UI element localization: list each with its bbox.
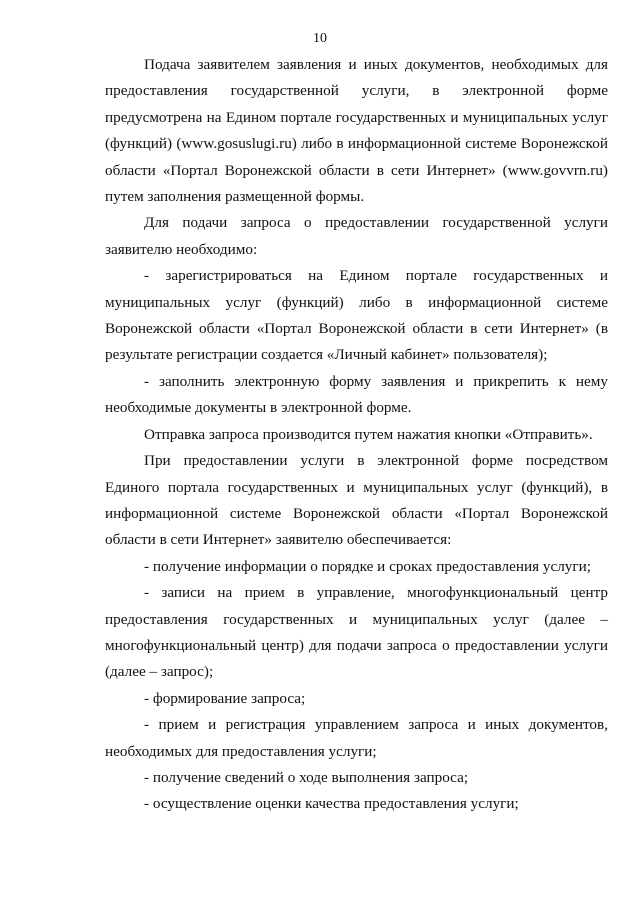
list-item-quality: - осуществление оценки качества предоставления услуги; (144, 795, 519, 813)
list-item-register: - зарегистрироваться на Едином портале государственных и муниципальных услуг (функций) либо в информационной системе Воронежской области «Портал Воронежской области в сети Интернет» (в результате регистрации создается «Личный кабинет» пользователя); (105, 267, 608, 364)
list-item-form-request: - формирование запроса; (144, 689, 306, 707)
page-number: 10 (313, 31, 327, 46)
list-item-appointment: - записи на прием в управление, многофункциональный центр предоставления государственных и муниципальных услуг (далее – многофункциональный центр) для подачи запроса о предоставлении услуги (далее – запрос); (105, 584, 608, 681)
paragraph-applicant-provided: При предоставлении услуги в электронной форме посредством Единого портала государственных и муниципальных услуг (функций), в информационной системе Воронежской области «Портал Воронежской области в сети Интернет» заявителю обеспечивается: (105, 452, 608, 549)
list-item-registration: - прием и регистрация управлением запроса и иных документов, необходимых для предоставления услуги; (105, 716, 608, 760)
document-body (105, 52, 608, 818)
paragraph-send-request: Отправка запроса производится путем нажатия кнопки «Отправить». (144, 425, 593, 443)
paragraph-electronic-submission: Подача заявителем заявления и иных документов, необходимых для предоставления государственной услуги, в электронной форме предусмотрена на Едином портале государственных и муниципальных услуг (функций) (www.gosuslugi.ru) либо в информационной системе Воронежской области «Портал Воронежской области в сети Интернет» (www.govvrn.ru) путем заполнения размещенной формы. (105, 56, 608, 206)
paragraph-request-requirements: Для подачи запроса о предоставлении государственной услуги заявителю необходимо: (105, 214, 608, 258)
list-item-info: - получение информации о порядке и сроках предоставления услуги; (144, 557, 591, 575)
list-item-status: - получение сведений о ходе выполнения запроса; (144, 768, 469, 786)
list-item-fill-form: - заполнить электронную форму заявления и прикрепить к нему необходимые документы в электронной форме. (105, 372, 608, 417)
